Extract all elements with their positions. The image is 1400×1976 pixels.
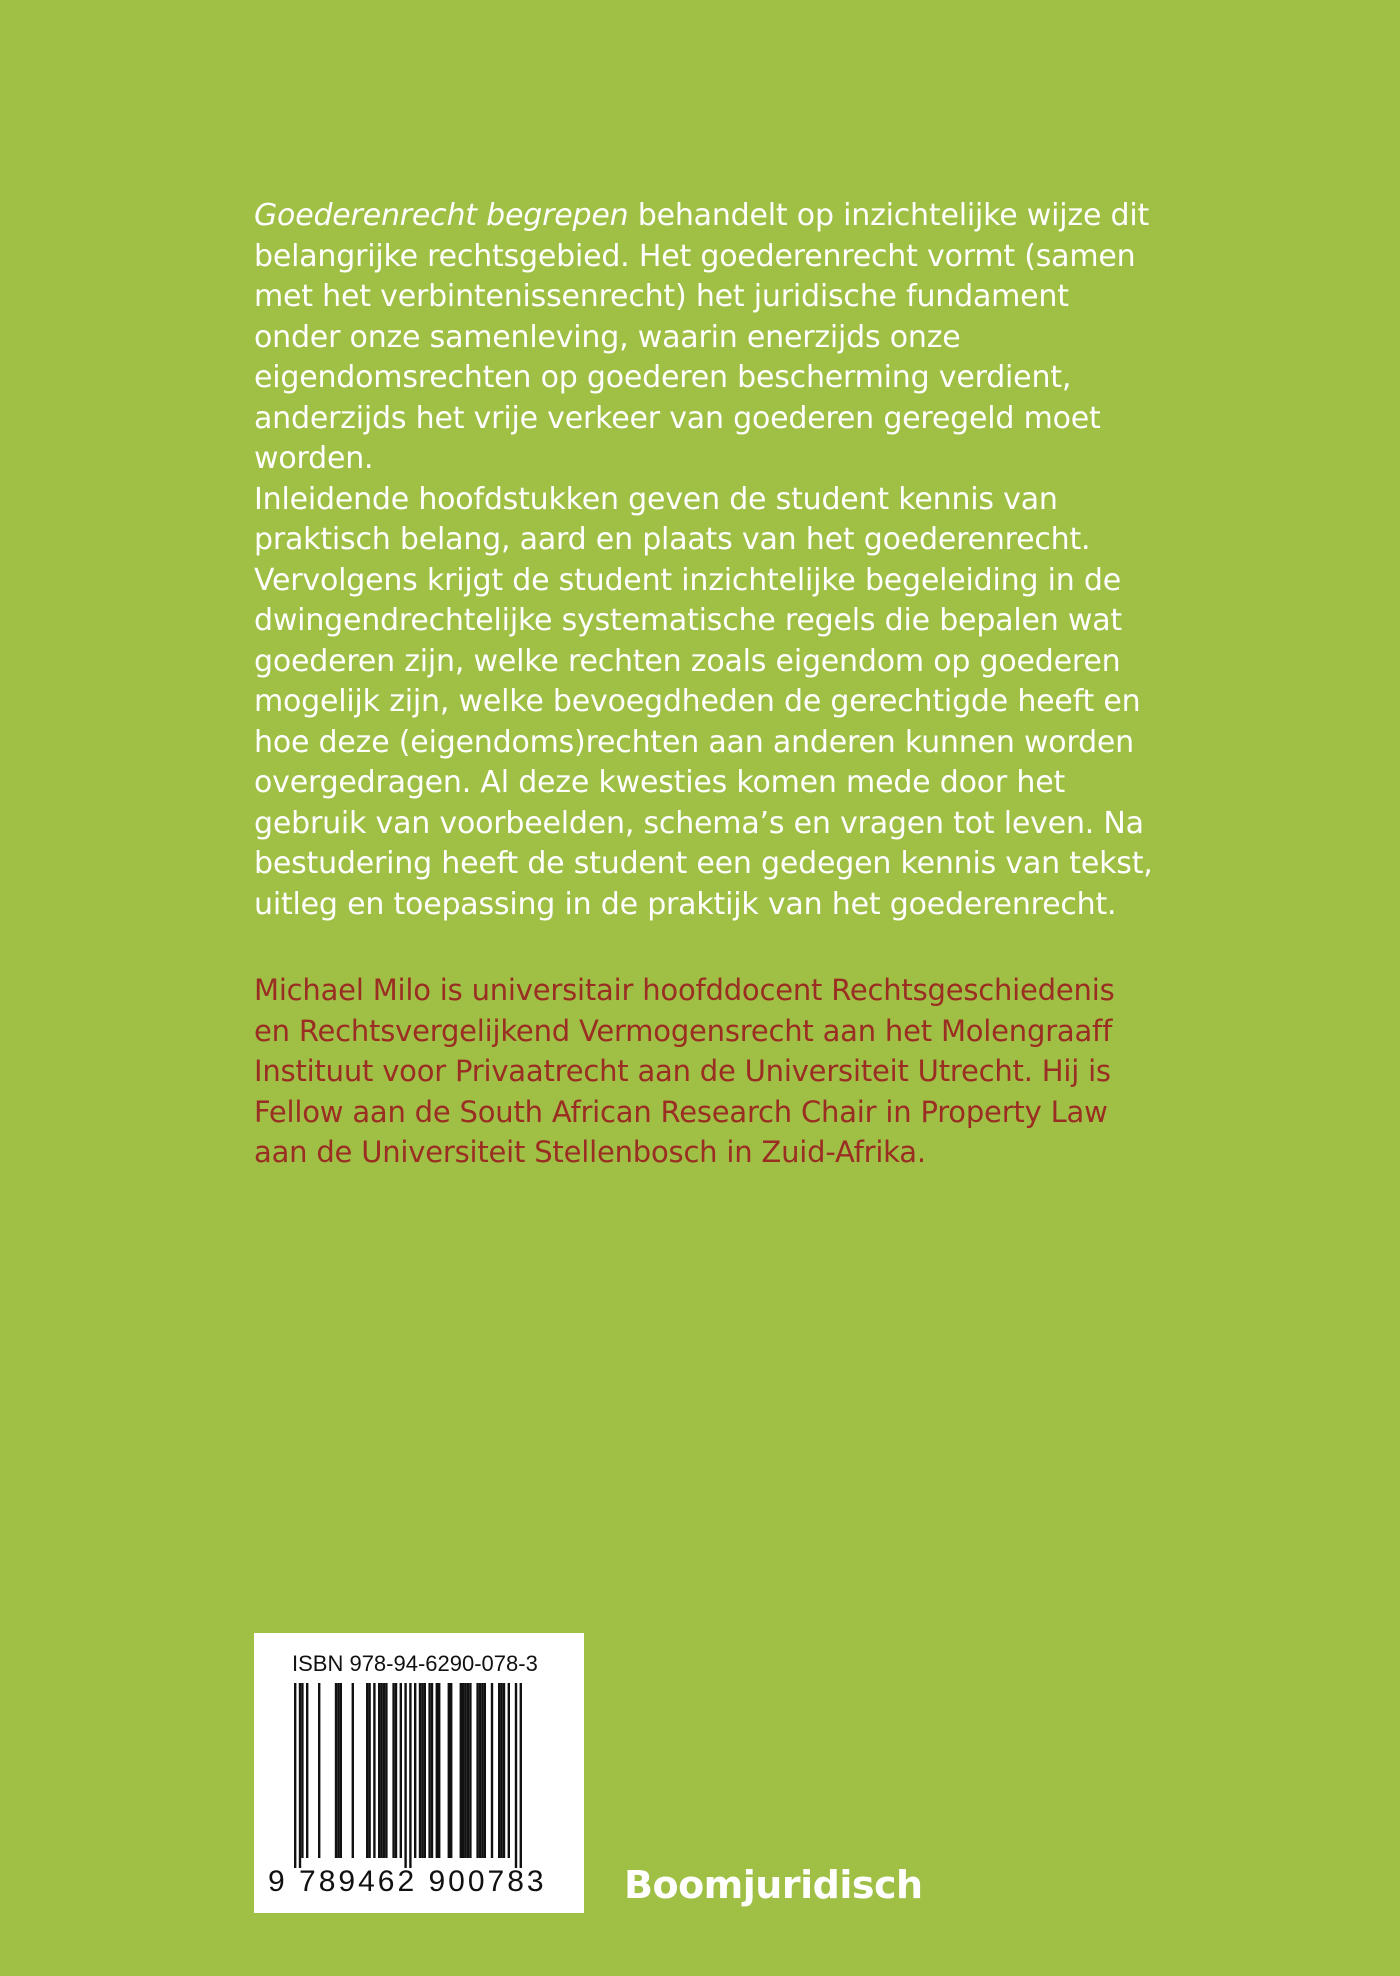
blurb-paragraph-1 — [254, 196, 1154, 480]
isbn-barcode — [254, 1633, 584, 1913]
book-blurb — [254, 196, 1154, 925]
isbn-label: ISBN 978-94-6290-078-3 — [292, 1651, 538, 1676]
blurb-paragraph-1-text: behandelt op inzichtelijke wijze dit belangrijke rechtsgebied. Het goederenrecht vormt (samen met het verbintenissenrecht) het juridische fundament onder onze samenleving, waarin enerzijds onze eigendomsrechten op goederen bescherming verdient, anderzijds het vrije verkeer van goederen geregeld moet worden. — [254, 198, 1150, 476]
blurb-paragraph-2: Inleidende hoofdstukken geven de student kennis van praktisch belang, aard en plaats van het goederenrecht. Vervolgens krijgt de student inzichtelijke begeleiding in de dwingendrechtelijke systematische regels die bepalen wat goederen zijn, welke rechten zoals eigendom op goederen mogelijk zijn, welke bevoegdheden de gerechtigde heeft en hoe deze (eigendoms)rechten aan anderen kunnen worden overgedragen. Al deze kwesties komen mede door het gebruik van voorbeelden, schema’s en vragen tot leven. Na bestudering heeft de student een gedegen kennis van tekst, uitleg en toepassing in de praktijk van het goederenrecht. — [254, 481, 1153, 922]
ean-digits: 9 789462 900783 — [268, 1865, 547, 1898]
publisher-logo: Boomjuridisch — [624, 1863, 923, 1907]
barcode-bars — [294, 1683, 544, 1868]
book-title: Goederenrecht begrepen — [254, 198, 629, 233]
author-bio: Michael Milo is universitair hoofddocent Rechtsgeschiedenis en Rechtsvergelijkend Vermogensrecht aan het Molengraaff Instituut voor Privaatrecht aan de Universiteit Utrecht. Hij is Fellow aan de South African Research Chair in Property Law aan de Universiteit Stellenbosch in Zuid-Afrika. — [254, 973, 1115, 1169]
